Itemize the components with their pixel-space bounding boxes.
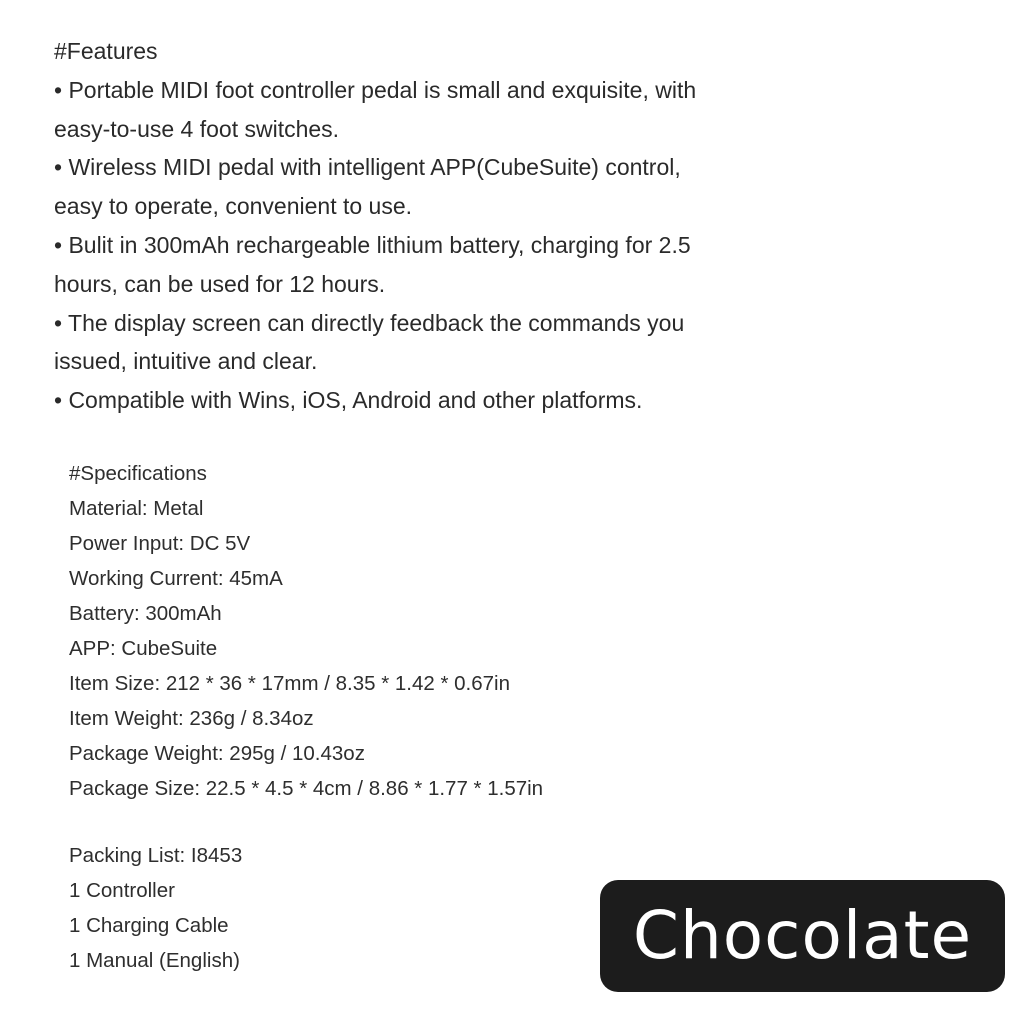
feature-line: • Portable MIDI foot controller pedal is small and exquisite, with [54, 76, 697, 103]
feature-line: • Wireless MIDI pedal with intelligent APP(CubeSuite) control, [54, 154, 681, 181]
color-variant-badge [600, 880, 1005, 992]
spec-line: Material: Metal [69, 497, 204, 520]
spec-line: Power Input: DC 5V [69, 532, 251, 555]
feature-line: hours, can be used for 12 hours. [54, 270, 386, 297]
spec-line: Battery: 300mAh [69, 602, 222, 625]
feature-line: • The display screen can directly feedback the commands you [54, 309, 685, 336]
spec-line: Item Weight: 236g / 8.34oz [69, 707, 314, 730]
spec-line: Working Current: 45mA [69, 567, 283, 590]
packing-item: 1 Charging Cable [69, 914, 229, 937]
specifications-section [69, 456, 669, 806]
features-heading: #Features [54, 38, 158, 64]
spec-line: APP: CubeSuite [69, 637, 218, 660]
feature-line: issued, intuitive and clear. [54, 348, 318, 375]
feature-line: easy to operate, convenient to use. [54, 193, 413, 220]
features-section [54, 32, 814, 420]
feature-line: • Bulit in 300mAh rechargeable lithium battery, charging for 2.5 [54, 231, 691, 258]
packing-list-heading: Packing List: I8453 [69, 844, 243, 867]
color-variant-label: Chocolate [632, 897, 973, 974]
spec-line: Package Weight: 295g / 10.43oz [69, 742, 365, 765]
feature-line: easy-to-use 4 foot switches. [54, 115, 340, 142]
packing-item: 1 Manual (English) [69, 949, 240, 972]
specifications-heading: #Specifications [69, 462, 207, 485]
packing-list-section [69, 838, 569, 978]
spec-line: Package Size: 22.5 * 4.5 * 4cm / 8.86 * 1.77 * 1.57in [69, 777, 544, 800]
packing-item: 1 Controller [69, 879, 175, 902]
feature-line: • Compatible with Wins, iOS, Android and other platforms. [54, 387, 643, 414]
spec-line: Item Size: 212 * 36 * 17mm / 8.35 * 1.42 * 0.67in [69, 672, 511, 695]
